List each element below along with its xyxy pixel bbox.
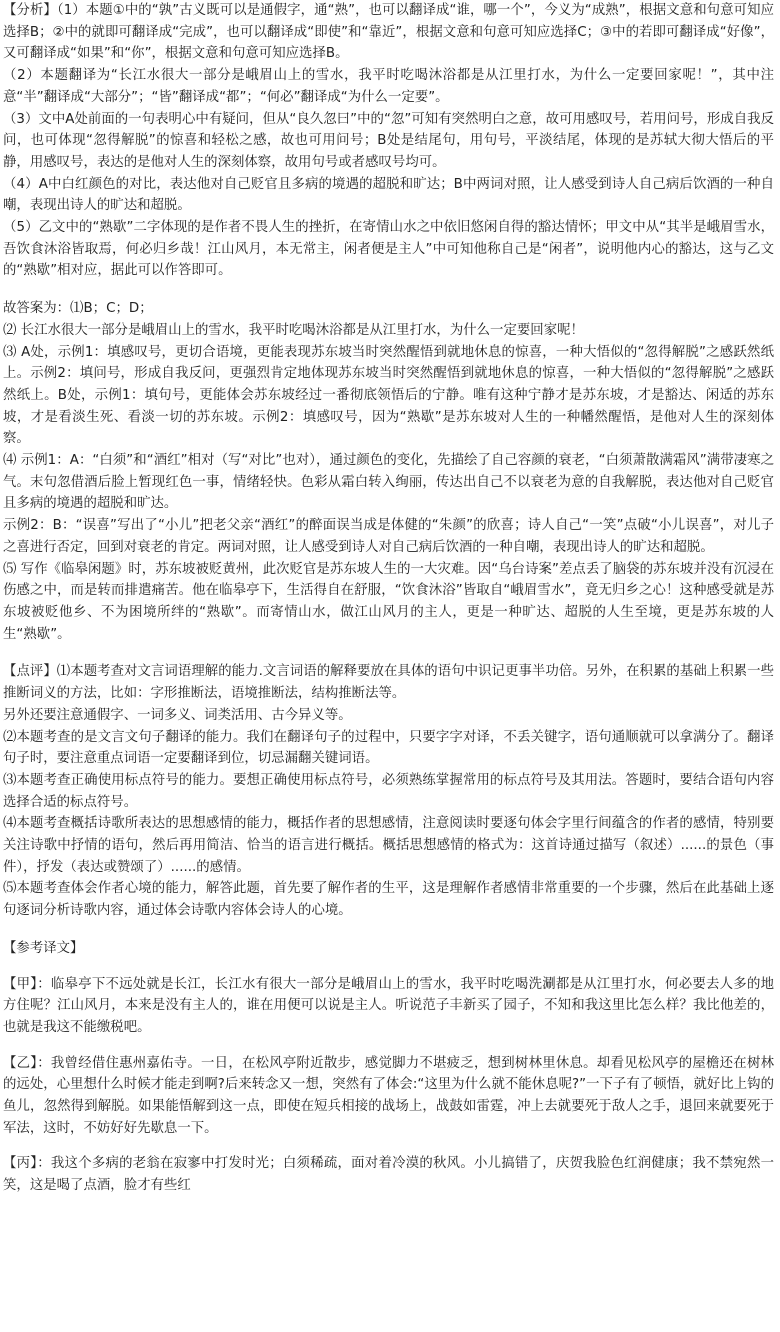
comment-part-5: ⑸本题考查体会作者心境的能力，解答此题，首先要了解作者的生平，这是理解作者感情非常重要的一个步骤，然后在此基础上逐句逐词分析诗歌内容，通过体会诗歌内容体会诗人的心境。 — [3, 881, 774, 919]
answer-section — [3, 298, 774, 645]
answer-part-3: ⑶ A处，示例1：填感叹号，更切合语境，更能表现苏东坡当时突然醒悟到就地休息的惊喜，一种大悟似的“忽得解脱”之感跃然纸上。示例2：填问号，形成自我反问，更强烈肯定地体现苏东坡当时突然醒悟到就地休息的惊喜，一种大悟似的“忽得解脱”之感跃然纸上。B处，示例1：填句号，更能体会苏东坡经过一番彻底领悟后的宁静。唯有这种宁静才是苏东坡，才是豁达、闲适的苏东坡，才是看淡生死、看淡一切的苏东坡。示例2：填感叹号，因为“熟歇”是苏东坡对人生的一种幡然醒悟，是他对人生的深刻体察。 — [3, 344, 774, 447]
translation-yi: 【乙】：我曾经借住惠州嘉佑寺。一日，在松风亭附近散步，感觉脚力不堪疲乏，想到树林里休息。却看见松风亭的屋檐还在树林的远处，心里想什么时候才能走到啊?后来转念又一想，突然有了体会:“这里为什么就不能休息呢?”一下子有了顿悟，就好比上钩的鱼儿，忽然得到解脱。如果能悟解到这一点，即使在短兵相接的战场上，战鼓如雷霆，冲上去就要死于敌人之手，退回来就要死于军法，这时，不妨好好先歇息一下。 — [3, 1055, 774, 1136]
comment-section — [3, 661, 774, 921]
analysis-part-3: （3）文中A处前面的一句表明心中有疑问，但从“良久忽曰”中的“忽”可知有突然明白之意，故可用感叹号，若用问号，形成自我反问，也可体现“忽得解脱”的惊喜和轻松之感，故也可用问号；B处是结尾句，用句号，平淡结尾，体现的是苏轼大彻大悟后的平静，用感叹号，表达的是他对人生的深刻体察，故用句号或者感叹号均可。 — [3, 111, 774, 170]
analysis-section — [3, 0, 774, 282]
answer-summary: 故答案为：⑴B；C；D； — [3, 301, 153, 317]
comment-part-3: ⑶本题考查正确使用标点符号的能力。要想正确使用标点符号，必须熟练掌握常用的标点符号及其用法。答题时，要结合语句内容选择合适的标点符号。 — [3, 772, 774, 810]
analysis-part-1: 【分析】（1）本题①中的“孰”古义既可以是通假字，通“熟”，也可以翻译成“谁，哪一个”，今义为“成熟”，根据文意和句意可知应选择B；②中的就即可翻译成“完成”，也可以翻译成“即使”和“靠近”，根据文意和句意可知应选择C；③中的若即可翻译成“好像”，又可翻译成“如果”和“你”，根据文意和句意可知应选择B。 — [3, 3, 774, 62]
answer-part-4-example-1: ⑷ 示例1：A：“白须”和“酒红”相对（写“对比”也对），通过颜色的变化，先描绘了自己容颜的衰老，“白须萧散满霜风”满带凄寒之气。末句忽借酒后脸上暂现红色一事，情绪轻快。色彩从霜白转入绚丽，传达出自己不以衰老为意的自我解脱，表达他对自己贬官且多病的境遇的超脱和旷达。 — [3, 453, 774, 512]
answer-part-5: ⑸ 写作《临皋闲题》时，苏东坡被贬黄州，此次贬官是苏东坡人生的一大灾难。因“乌台诗案”差点丢了脑袋的苏东坡并没有沉浸在伤感之中，而是转而排遣痛苦。他在临皋亭下，生活得自在舒服，“饮食沐浴”皆取自“峨眉雪水”，竟无归乡之心！这种感受就是苏东坡被贬他乡、不为困境所绊的“熟歇”。而寄情山水，做江山风月的主人，更是一种旷达、超脱的人生至境，更是苏东坡的人生“熟歇”。 — [3, 561, 774, 642]
analysis-part-5: （5）乙文中的“熟歇”二字体现的是作者不畏人生的挫折，在寄情山水之中依旧悠闲自得的豁达情怀；甲文中从“其半是峨眉雪水，吾饮食沐浴皆取焉，何必归乡哉！江山风月，本无常主，闲者便是主人”中可知他称自己是“闲者”，说明他内心的豁达，这与乙文的“熟歇”相对应，据此可以作答即可。 — [3, 220, 774, 279]
comment-part-1-note: 另外还要注意通假字、一词多义、词类活用、古今异义等。 — [3, 707, 352, 723]
comment-part-1: 【点评】⑴本题考查对文言词语理解的能力.文言词语的解释要放在具体的语句中识记更事半功倍。另外，在积累的基础上积累一些推断词义的方法，比如：字形推断法，语境推断法，结构推断法等。 — [3, 664, 774, 702]
comment-part-4: ⑷本题考查概括诗歌所表达的思想感情的能力，概括作者的思想感情，注意阅读时要逐句体会字里行间蕴含的作者的感情，特别要关注诗歌中抒情的语句，然后再用简洁、恰当的语言进行概括。概括思想感情的格式为：这首诗通过描写（叙述）......的景色（事件），抒发（表达或赞颂了）......的感情。 — [3, 816, 774, 875]
analysis-part-2: （2）本题翻译为“长江水很大一部分是峨眉山上的雪水，我平时吃喝沐浴都是从江里打水，为什么一定要回家呢！”，其中注意“半”翻译成“大部分”；“皆”翻译成“都”；“何必”翻译成“为什么一定要”。 — [3, 68, 774, 105]
analysis-part-4: （4）A中白红颜色的对比，表达他对自己贬官且多病的境遇的超脱和旷达；B中两词对照，让人感受到诗人自己病后饮酒的一种自嘲，表现出诗人的旷达和超脱。 — [3, 176, 774, 214]
answer-part-4-example-2: 示例2：B：“误喜”写出了“小儿”把老父亲“酒红”的醉面误当成是体健的“朱颜”的欣喜；诗人自己“一笑”点破“小儿误喜”，对儿子之喜进行否定，回到对衰老的肯定。两词对照，让人感受到诗人对自己病后饮酒的一种自嘲，表现出诗人的旷达和超脱。 — [3, 518, 774, 555]
answer-part-2: ⑵ 长江水很大一部分是峨眉山上的雪水，我平时吃喝沐浴都是从江里打水，为什么一定要回家呢！ — [3, 322, 584, 338]
translation-jia: 【甲】：临皋亭下不远处就是长江，长江水有很大一部分是峨眉山上的雪水，我平时吃喝洗涮都是从江里打水，何必要去人多的地方住呢？江山风月，本来是没有主人的，谁在用便可以说是主人。听说范子丰新买了园子，不知和我这里比怎么样？我比他差的，也就是我这不能缴税吧。 — [3, 976, 774, 1035]
translation-bing: 【丙】：我这个多病的老翁在寂寥中打发时光；白须稀疏，面对着冷漠的秋风。小儿搞错了，庆贺我脸色红润健康；我不禁宛然一笑，这是喝了点酒，脸才有些红 — [3, 1156, 774, 1194]
translation-heading: 【参考译文】 — [3, 940, 84, 956]
comment-part-2: ⑵本题考查的是文言文句子翻译的能力。我们在翻译句子的过程中，只要字字对译，不丢关键字，语句通顺就可以拿满分了。翻译句子时，要注意重点词语一定要翻译到位，切忌漏翻关键词语。 — [3, 729, 774, 767]
